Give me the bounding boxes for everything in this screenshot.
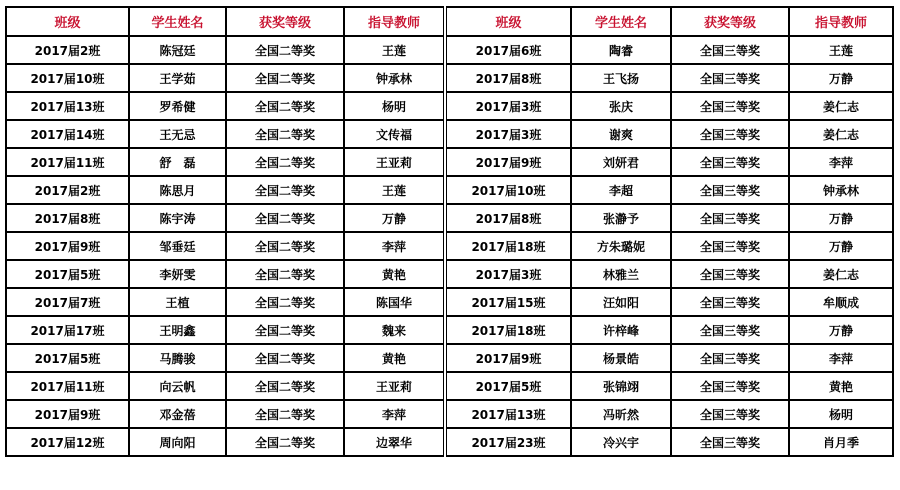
table-row [6, 92, 893, 120]
table-row [6, 36, 893, 64]
cell-student-name: 王无忌 [129, 120, 226, 148]
cell-award-level: 全国三等奖 [671, 120, 789, 148]
cell-award-level: 全国二等奖 [226, 64, 344, 92]
cell-student-name: 马腾骏 [129, 344, 226, 372]
cell-advisor: 李萍 [789, 148, 893, 176]
header-student-name-left: 学生姓名 [129, 7, 226, 36]
table-row [6, 316, 893, 344]
cell-class: 2017届12班 [6, 428, 129, 456]
cell-advisor: 万静 [789, 316, 893, 344]
cell-class: 2017届11班 [6, 372, 129, 400]
cell-class: 2017届5班 [6, 344, 129, 372]
cell-student-name: 张庆 [571, 92, 671, 120]
header-award-level-right: 获奖等级 [671, 7, 789, 36]
cell-class: 2017届2班 [6, 36, 129, 64]
cell-advisor: 万静 [789, 64, 893, 92]
cell-student-name: 周向阳 [129, 428, 226, 456]
cell-student-name: 林雅兰 [571, 260, 671, 288]
cell-class: 2017届3班 [445, 260, 571, 288]
cell-award-level: 全国二等奖 [226, 288, 344, 316]
cell-student-name: 向云帆 [129, 372, 226, 400]
cell-student-name: 陈宇涛 [129, 204, 226, 232]
cell-advisor: 牟顺成 [789, 288, 893, 316]
cell-advisor: 王亚莉 [344, 148, 445, 176]
header-advisor-left: 指导教师 [344, 7, 445, 36]
header-advisor-right: 指导教师 [789, 7, 893, 36]
cell-award-level: 全国二等奖 [226, 176, 344, 204]
cell-class: 2017届8班 [6, 204, 129, 232]
cell-class: 2017届14班 [6, 120, 129, 148]
cell-award-level: 全国三等奖 [671, 428, 789, 456]
cell-class: 2017届7班 [6, 288, 129, 316]
cell-advisor: 姜仁志 [789, 260, 893, 288]
cell-class: 2017届10班 [6, 64, 129, 92]
cell-student-name: 邓金蓓 [129, 400, 226, 428]
cell-award-level: 全国二等奖 [226, 260, 344, 288]
cell-award-level: 全国二等奖 [226, 316, 344, 344]
cell-advisor: 王莲 [344, 176, 445, 204]
cell-award-level: 全国二等奖 [226, 428, 344, 456]
cell-advisor: 陈国华 [344, 288, 445, 316]
cell-award-level: 全国二等奖 [226, 204, 344, 232]
cell-advisor: 王亚莉 [344, 372, 445, 400]
header-row [6, 7, 893, 36]
cell-advisor: 黄艳 [344, 344, 445, 372]
cell-award-level: 全国二等奖 [226, 344, 344, 372]
table-header [6, 7, 893, 36]
cell-award-level: 全国三等奖 [671, 288, 789, 316]
cell-student-name: 邹垂廷 [129, 232, 226, 260]
cell-student-name: 李超 [571, 176, 671, 204]
cell-award-level: 全国二等奖 [226, 400, 344, 428]
header-class-left: 班级 [6, 7, 129, 36]
cell-award-level: 全国二等奖 [226, 372, 344, 400]
cell-advisor: 王莲 [344, 36, 445, 64]
cell-award-level: 全国三等奖 [671, 64, 789, 92]
cell-advisor: 黄艳 [344, 260, 445, 288]
cell-advisor: 钟承林 [344, 64, 445, 92]
cell-class: 2017届5班 [445, 372, 571, 400]
cell-award-level: 全国三等奖 [671, 400, 789, 428]
table-row [6, 400, 893, 428]
cell-student-name: 冯昕然 [571, 400, 671, 428]
cell-award-level: 全国三等奖 [671, 344, 789, 372]
cell-student-name: 王植 [129, 288, 226, 316]
cell-student-name: 杨景皓 [571, 344, 671, 372]
cell-advisor: 杨明 [344, 92, 445, 120]
award-table [5, 6, 894, 457]
table-row [6, 288, 893, 316]
table-row [6, 64, 893, 92]
cell-class: 2017届13班 [445, 400, 571, 428]
cell-award-level: 全国三等奖 [671, 372, 789, 400]
cell-award-level: 全国三等奖 [671, 316, 789, 344]
cell-advisor: 李萍 [344, 400, 445, 428]
cell-student-name: 张锦翊 [571, 372, 671, 400]
cell-award-level: 全国三等奖 [671, 148, 789, 176]
cell-student-name: 陈冠廷 [129, 36, 226, 64]
cell-advisor: 姜仁志 [789, 120, 893, 148]
cell-class: 2017届11班 [6, 148, 129, 176]
cell-student-name: 陈思月 [129, 176, 226, 204]
cell-class: 2017届9班 [445, 148, 571, 176]
cell-student-name: 王学茹 [129, 64, 226, 92]
cell-class: 2017届3班 [445, 120, 571, 148]
header-student-name-right: 学生姓名 [571, 7, 671, 36]
cell-award-level: 全国三等奖 [671, 36, 789, 64]
cell-class: 2017届2班 [6, 176, 129, 204]
cell-student-name: 王飞扬 [571, 64, 671, 92]
cell-advisor: 王莲 [789, 36, 893, 64]
cell-award-level: 全国三等奖 [671, 204, 789, 232]
cell-advisor: 文传福 [344, 120, 445, 148]
cell-award-level: 全国二等奖 [226, 92, 344, 120]
cell-advisor: 李萍 [344, 232, 445, 260]
cell-award-level: 全国二等奖 [226, 120, 344, 148]
cell-student-name: 李妍雯 [129, 260, 226, 288]
cell-class: 2017届9班 [6, 232, 129, 260]
cell-award-level: 全国二等奖 [226, 36, 344, 64]
cell-class: 2017届10班 [445, 176, 571, 204]
table-row [6, 372, 893, 400]
table-row [6, 232, 893, 260]
cell-advisor: 万静 [789, 232, 893, 260]
cell-class: 2017届18班 [445, 316, 571, 344]
cell-student-name: 谢爽 [571, 120, 671, 148]
cell-award-level: 全国二等奖 [226, 148, 344, 176]
table-row [6, 428, 893, 456]
cell-advisor: 钟承林 [789, 176, 893, 204]
cell-award-level: 全国三等奖 [671, 232, 789, 260]
table-row [6, 260, 893, 288]
cell-class: 2017届18班 [445, 232, 571, 260]
header-award-level-left: 获奖等级 [226, 7, 344, 36]
cell-award-level: 全国三等奖 [671, 92, 789, 120]
cell-advisor: 姜仁志 [789, 92, 893, 120]
cell-class: 2017届9班 [6, 400, 129, 428]
cell-advisor: 杨明 [789, 400, 893, 428]
table-row [6, 204, 893, 232]
cell-student-name: 陶睿 [571, 36, 671, 64]
table-row [6, 344, 893, 372]
cell-advisor: 边翠华 [344, 428, 445, 456]
cell-advisor: 魏来 [344, 316, 445, 344]
cell-award-level: 全国二等奖 [226, 232, 344, 260]
cell-class: 2017届17班 [6, 316, 129, 344]
cell-student-name: 冷兴宇 [571, 428, 671, 456]
cell-class: 2017届23班 [445, 428, 571, 456]
cell-advisor: 万静 [789, 204, 893, 232]
cell-student-name: 张瀞予 [571, 204, 671, 232]
cell-class: 2017届9班 [445, 344, 571, 372]
cell-student-name: 王明鑫 [129, 316, 226, 344]
table-body [6, 36, 893, 456]
cell-class: 2017届8班 [445, 204, 571, 232]
cell-class: 2017届15班 [445, 288, 571, 316]
table-row [6, 176, 893, 204]
cell-class: 2017届5班 [6, 260, 129, 288]
cell-student-name: 罗希健 [129, 92, 226, 120]
cell-student-name: 汪如阳 [571, 288, 671, 316]
cell-student-name: 刘妍君 [571, 148, 671, 176]
cell-advisor: 黄艳 [789, 372, 893, 400]
cell-class: 2017届13班 [6, 92, 129, 120]
cell-class: 2017届6班 [445, 36, 571, 64]
table-row [6, 148, 893, 176]
cell-student-name: 方朱璐妮 [571, 232, 671, 260]
header-class-right: 班级 [445, 7, 571, 36]
cell-student-name: 舒 磊 [129, 148, 226, 176]
table-row [6, 120, 893, 148]
cell-award-level: 全国三等奖 [671, 176, 789, 204]
cell-advisor: 李萍 [789, 344, 893, 372]
cell-award-level: 全国三等奖 [671, 260, 789, 288]
cell-class: 2017届8班 [445, 64, 571, 92]
cell-class: 2017届3班 [445, 92, 571, 120]
cell-advisor: 万静 [344, 204, 445, 232]
cell-advisor: 肖月季 [789, 428, 893, 456]
cell-student-name: 许梓峰 [571, 316, 671, 344]
